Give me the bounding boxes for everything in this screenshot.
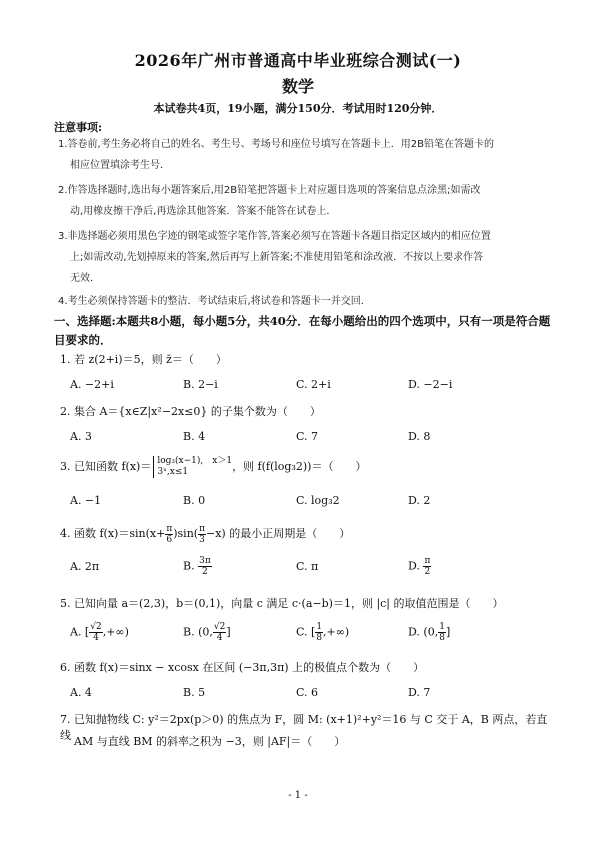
question-1-options [70, 378, 540, 400]
question-3-options [70, 494, 540, 516]
question-3 [60, 456, 550, 478]
note-line: 4.考生必须保持答题卡的整洁．考试结束后,将试卷和答题卡一并交回． [58, 296, 371, 307]
note-line: 无效． [70, 273, 100, 284]
question-2: 2. 集合 A＝{x∈Z|x²−2x≤0} 的子集个数为（ ） [60, 405, 321, 418]
note-line: 1.答卷前,考生务必将自己的姓名、考生号、考场号和座位号填写在答题卡上．用2B铅笔在答题卡的 [58, 139, 494, 150]
option-a: A. 3 [70, 430, 92, 443]
exam-info: 本试卷共4页，19小题，满分150分．考试用时120分钟． [153, 102, 443, 115]
option-d: D. 7 [408, 686, 431, 699]
q4-stem-post: −x) 的最小正周期是（ ） [206, 527, 351, 540]
question-6-options [70, 686, 540, 708]
q3-stem-pre: 3. 已知函数 f(x)＝ [60, 460, 152, 473]
option-b: B. (0, $\frac{√2}{4}$ ] [183, 622, 231, 643]
q4-stem-pre: 4. 函数 f(x)＝sin(x+ [60, 527, 166, 540]
option-c: C. 2+i [296, 378, 331, 391]
note-line: 上;如需改动,先划掉原来的答案,然后再写上新答案;不准使用铅笔和涂改液．不按以上要求作答 [70, 252, 484, 263]
note-line: 2.作答选择题时,选出每小题答案后,用2B铅笔把答题卡上对应题目选项的答案信息点涂黑;如需改 [58, 185, 481, 196]
fraction: $\frac{\pi}{6}$ [166, 523, 173, 545]
question-5-options [70, 622, 540, 648]
option-b: B. 0 [183, 494, 206, 507]
subject-title: 数学 [281, 77, 314, 96]
q4-stem-mid: )sin( [173, 527, 199, 540]
option-b: B. 4 [183, 430, 206, 443]
option-d: D. 8 [408, 430, 431, 443]
exam-title: 2026年广州市普通高中毕业班综合测试(一) [134, 51, 462, 70]
option-b: B. $\frac{3\pi}{2}$ [183, 556, 211, 577]
q3-case-2: 3ˣ,x≤1 [157, 467, 189, 477]
question-7-line-2: AM 与直线 BM 的斜率之积为 −3，则 |AF|＝（ ） [74, 735, 346, 748]
question-4-options [70, 556, 540, 582]
note-line: 相应位置填涂考生号． [70, 160, 170, 171]
option-b: B. 5 [183, 686, 206, 699]
question-2-options [70, 430, 540, 452]
option-c: C. π [296, 560, 319, 573]
note-line: 3.非选择题必须用黑色字迹的钢笔或签字笔作答,答案必须写在答题卡各题目指定区域内的相应位置 [58, 231, 491, 242]
option-d: D. (0, $\frac{1}{8}$ ] [408, 622, 451, 643]
option-a: A. −1 [70, 494, 102, 507]
option-d: D. 2 [408, 494, 431, 507]
option-a: A. −2+i [70, 378, 114, 391]
option-d: D. $\frac{\pi}{2}$ [408, 556, 431, 577]
option-b: B. 2−i [183, 378, 218, 391]
notes-heading: 注意事项: [54, 121, 103, 134]
piecewise-brace [153, 456, 232, 478]
q3-stem-post: ，则 f(f(log₃2))＝（ ） [232, 460, 367, 473]
question-7-line-1: 7. 已知抛物线 C: y²＝2px(p＞0) 的焦点为 F，圆 M: (x+1)²+y²＝16 与 C 交于 A，B 两点，若直线 [60, 713, 548, 742]
option-c: C. [ $\frac{1}{8}$ ,+∞) [296, 622, 350, 643]
question-5: 5. 已知向量 a＝(2,3)，b＝(0,1)，向量 c 满足 c·(a−b)＝1，则 |c| 的取值范围是（ ） [60, 597, 504, 610]
option-a: A. [ $\frac{√2}{4}$ ,+∞) [70, 622, 129, 643]
page-number: - 1 - [288, 790, 308, 801]
option-a: A. 2π [70, 560, 100, 573]
fraction: $\frac{\pi}{3}$ [199, 523, 205, 545]
q3-case-1: log₃(x−1), x＞1 [157, 456, 233, 466]
option-c: C. 6 [296, 686, 319, 699]
note-line: 动,用橡皮擦干净后,再选涂其他答案．答案不能答在试卷上． [70, 206, 337, 217]
question-4 [60, 522, 550, 546]
option-d: D. −2−i [408, 378, 453, 391]
question-6: 6. 函数 f(x)＝sinx − xcosx 在区间 (−3π,3π) 上的极值点个数为（ ） [60, 661, 425, 674]
option-c: C. log₃2 [296, 494, 340, 507]
option-a: A. 4 [70, 686, 92, 699]
option-c: C. 7 [296, 430, 319, 443]
section-heading: 一、选择题:本题共8小题，每小题5分，共40分．在每小题给出的四个选项中，只有一项是符合题目要求的． [54, 314, 551, 347]
question-1: 1. 若 z(2+i)＝5，则 z̄＝（ ） [60, 353, 227, 366]
